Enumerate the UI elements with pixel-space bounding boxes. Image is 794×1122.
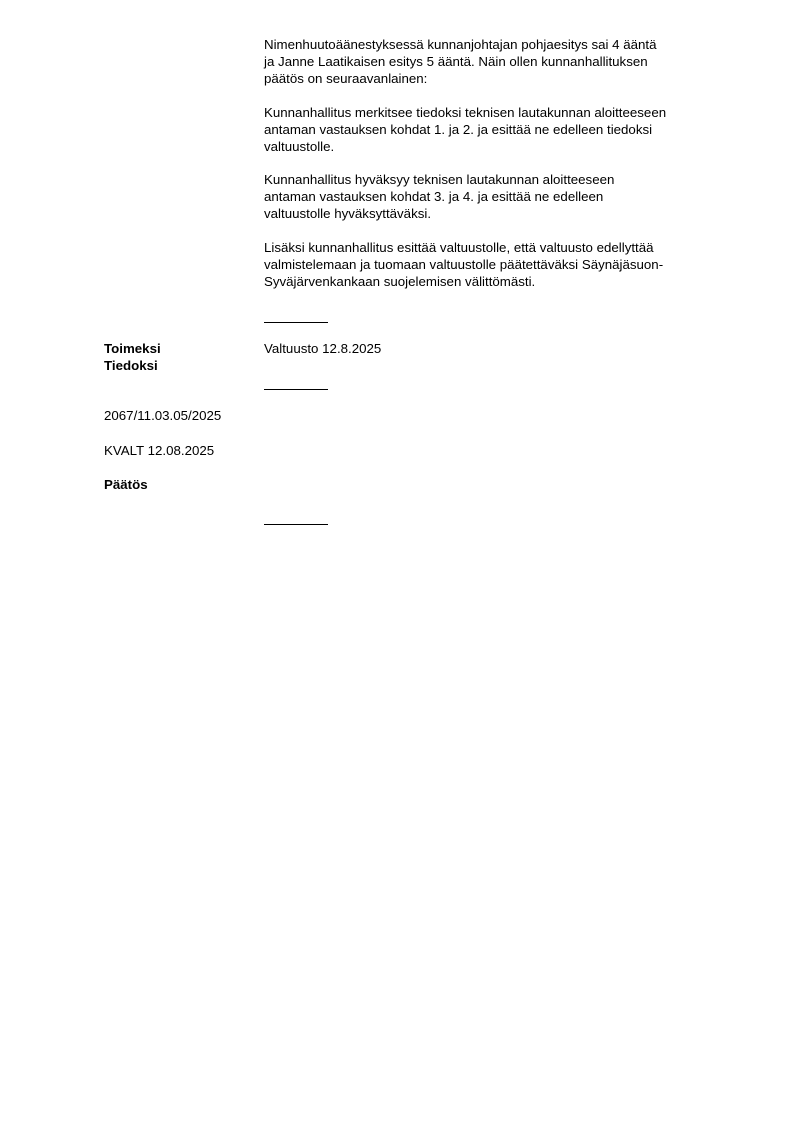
decision-paragraph-additional: Lisäksi kunnanhallitus esittää valtuustolle, että valtuusto edellyttää valmistelemaan ja tuomaan valtuustolle päätettäväksi Säynäjäsuon- Syväjärvenkankaan suojelemisen välittömästi.: [264, 240, 664, 289]
distribution-value: Valtuusto 12.8.2025: [264, 341, 382, 356]
decision-paragraph-notice: Kunnanhallitus merkitsee tiedoksi teknisen lautakunnan aloitteeseen antaman vastauksen kohdat 1. ja 2. ja esittää ne edelleen tiedoksi valtuustolle.: [264, 105, 667, 154]
distribution-labels: Toimeksi Tiedoksi: [104, 341, 161, 373]
decision-label: Päätös: [104, 477, 148, 492]
decision-paragraph-approve: Kunnanhallitus hyväksyy teknisen lautakunnan aloitteeseen antaman vastauksen kohdat 3. ja 4. ja esittää ne edelleen valtuustolle hyväksyttäväksi.: [264, 172, 615, 221]
section-divider-3: [264, 524, 328, 525]
vote-result-paragraph: Nimenhuutoäänestyksessä kunnanjohtajan pohjaesitys sai 4 ääntä ja Janne Laatikaisen esitys 5 ääntä. Näin ollen kunnanhallituksen päätös on seuraavanlainen:: [264, 37, 657, 86]
section-divider-2: [264, 389, 328, 390]
section-divider-1: [264, 322, 328, 323]
meeting-reference: KVALT 12.08.2025: [104, 443, 215, 458]
record-reference: 2067/11.03.05/2025: [104, 408, 222, 423]
